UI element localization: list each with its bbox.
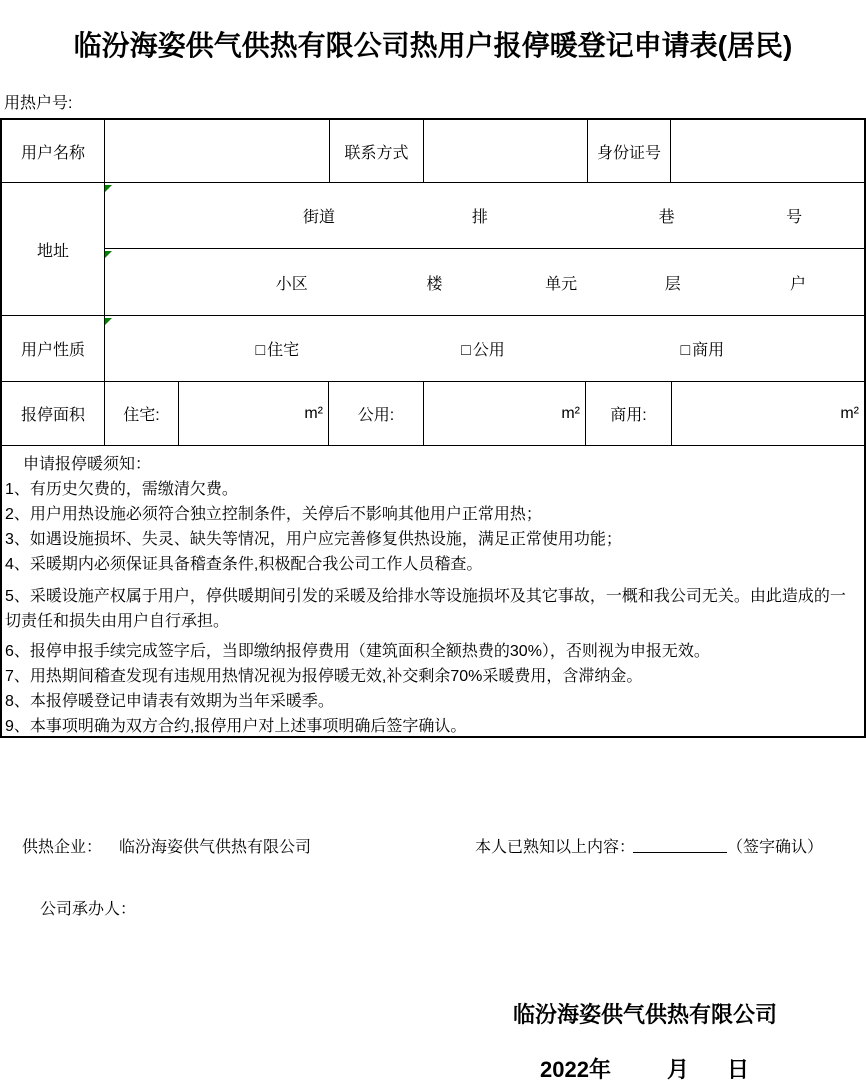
date-month-label: 月 (666, 1057, 689, 1081)
cell-flag-icon (105, 185, 112, 192)
user-name-label: 用户名称 (2, 120, 105, 183)
community-label: 小区 (275, 275, 308, 293)
address-community-row-field[interactable] (105, 249, 864, 316)
company-name-stamp: 临汾海姿供气供热有限公司 (513, 1002, 778, 1027)
area-residential-field[interactable] (179, 382, 329, 446)
notice-item: 2、用户用热设施必须符合独立控制条件，关停后不影响其他用户正常用热； (5, 506, 542, 523)
company-handler-label: 公司承办人： (40, 901, 137, 918)
user-nature-label: 用户性质 (2, 316, 105, 382)
number-label: 号 (786, 209, 803, 226)
option-commercial-label: 商用 (692, 342, 725, 359)
option-public-label: 公用 (472, 342, 505, 359)
square-meter-unit: m² (840, 404, 859, 422)
user-nature-options (105, 316, 864, 382)
area-public-field[interactable] (424, 382, 586, 446)
date-year: 2022年 (540, 1057, 611, 1081)
notice-item: 5、采暖设施产权属于用户，停供暖期间引发的采暖及给排水等设施损坏及其它事故，一概和我公司无关。由此造成的一切责任和损失由用户自行承担。 (5, 588, 846, 630)
id-number-label: 身份证号 (588, 120, 671, 183)
contact-field[interactable] (424, 120, 588, 183)
supplier-label: 供热企业： (22, 839, 103, 856)
application-form-table (0, 118, 866, 738)
user-name-field[interactable] (105, 120, 330, 183)
option-residential[interactable] (255, 337, 299, 360)
notice-item: 9、本事项明确为双方合约,报停用户对上述事项明确后签字确认。 (5, 718, 467, 735)
address-street-row-field[interactable] (105, 183, 864, 249)
building-label: 楼 (426, 275, 443, 293)
cell-flag-icon (105, 318, 112, 325)
notice-item: 8、本报停暖登记申请表有效期为当年采暖季。 (5, 693, 334, 710)
household-label: 户 (789, 275, 806, 293)
signature-line[interactable] (633, 852, 727, 853)
page-title: 临汾海姿供气供热有限公司热用户报停暖登记申请表(居民) (73, 30, 793, 61)
id-number-field[interactable] (671, 120, 864, 183)
date-day-label: 日 (726, 1057, 749, 1081)
checkbox-icon[interactable]: □ (461, 342, 471, 359)
notice-heading: 申请报停暖须知： (23, 456, 152, 473)
address-label: 地址 (2, 183, 105, 316)
square-meter-unit: m² (304, 404, 323, 422)
option-commercial[interactable] (680, 337, 724, 360)
unit-label: 单元 (545, 275, 578, 293)
area-public-label: 公用: (329, 382, 424, 446)
square-meter-unit: m² (561, 404, 580, 422)
acknowledgement-label: 本人已熟知以上内容： (475, 839, 636, 856)
area-commercial-label: 商用: (586, 382, 672, 446)
row-label: 排 (471, 209, 488, 226)
notice-item: 3、如遇设施损坏、失灵、缺失等情况，用户应完善修复供热设施，满足正常使用功能； (5, 531, 622, 548)
notice-section (2, 446, 864, 736)
notice-item: 6、报停申报手续完成签字后，当即缴纳报停费用（建筑面积全额热费的30%），否则视为申报无效。 (5, 643, 710, 660)
stop-area-label: 报停面积 (2, 382, 105, 446)
street-label: 街道 (303, 209, 336, 226)
area-commercial-field[interactable] (672, 382, 864, 446)
checkbox-icon[interactable]: □ (255, 342, 266, 359)
notice-item: 7、用热期间稽查发现有违规用热情况视为报停暖无效,补交剩余70%采暖费用，含滞纳金。 (5, 668, 643, 685)
date-line (540, 1053, 749, 1081)
notice-item: 1、有历史欠费的，需缴清欠费。 (5, 481, 238, 498)
contact-label: 联系方式 (330, 120, 424, 183)
lane-label: 巷 (658, 209, 675, 226)
area-residential-label: 住宅: (105, 382, 179, 446)
checkbox-icon[interactable]: □ (680, 342, 691, 359)
notice-item: 4、采暖期内必须保证具备稽查条件,积极配合我公司工作人员稽查。 (5, 556, 483, 573)
heat-account-label: 用热户号: (4, 95, 73, 112)
cell-flag-icon (105, 251, 112, 258)
option-residential-label: 住宅 (267, 342, 300, 359)
option-public[interactable] (461, 337, 505, 360)
supplier-name: 临汾海姿供气供热有限公司 (119, 839, 312, 856)
floor-label: 层 (664, 275, 681, 293)
signature-confirm-note: （签字确认） (727, 839, 824, 856)
